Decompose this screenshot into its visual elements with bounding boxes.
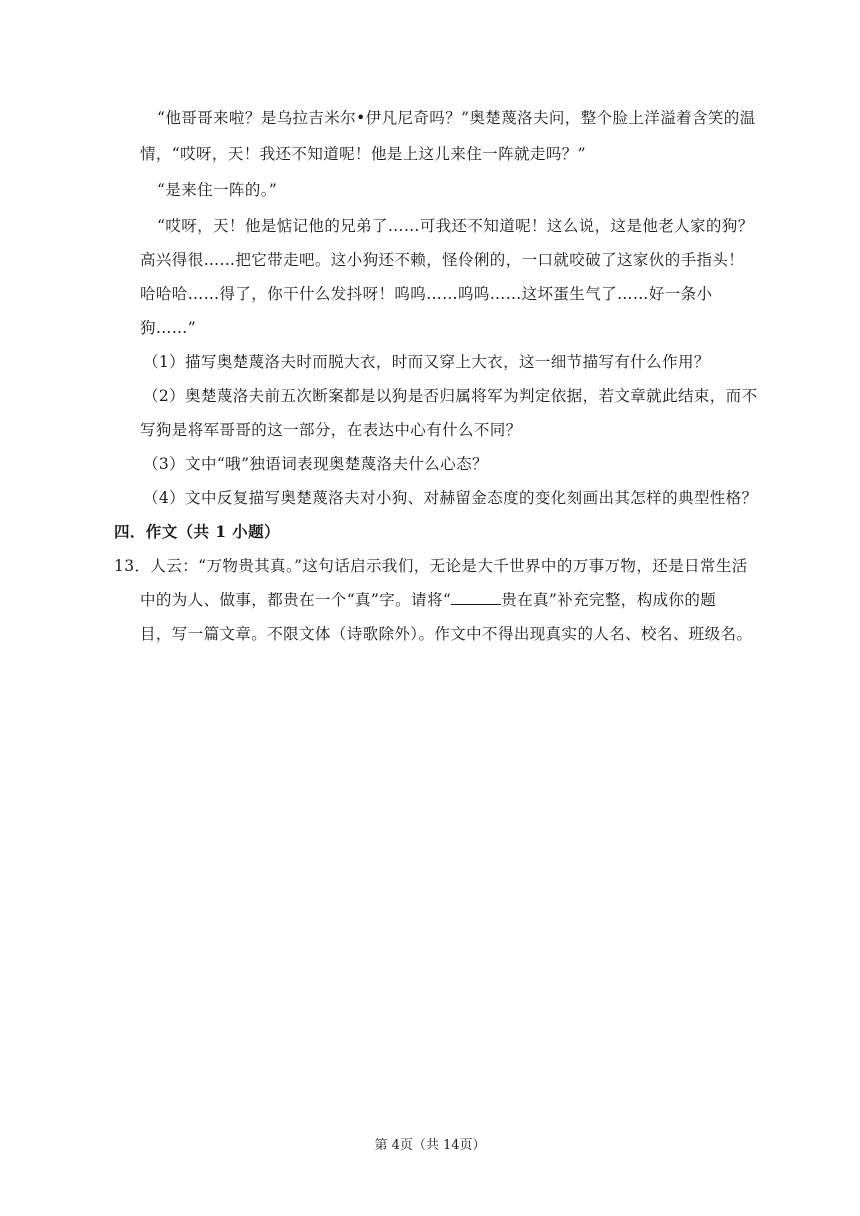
fill-in-blank [451,590,501,605]
essay-prompt-line: 目，写一篇文章。不限文体（诗歌除外）。作文中不得出现真实的人名、校名、班级名。 [140,625,753,643]
question-1: （1）描写奥楚蔑洛夫时而脱大衣，时而又穿上大衣，这一细节描写有什么作用？ [143,353,710,371]
essay-prompt-line [140,590,716,610]
passage-line: 哈哈哈……得了，你干什么发抖呀！呜呜……呜呜……这坏蛋生气了……好一条小 [140,285,713,303]
question-2: （2）奥楚蔑洛夫前五次断案都是以狗是否归属将军为判定依据，若文章就此结束，而不 [143,387,758,405]
essay-prompt-text: 中的为人、做事，都贵在一个“真”字。请将“ [140,591,452,609]
question-3: （3）文中“哦”独语词表现奥楚蔑洛夫什么心态？ [143,455,488,473]
page-footer: 第 4页（共 14页） [374,1138,486,1153]
question-4: （4）文中反复描写奥楚蔑洛夫对小狗、对赫留金态度的变化刻画出其怎样的典型性格？ [143,489,758,507]
passage-line: 狗……” [140,319,197,337]
passage-line: 高兴得很……把它带走吧。这小狗还不赖，怪伶俐的，一口就咬破了这家伙的手指头！ [140,251,745,269]
passage-line: “哎呀，天！他是惦记他的兄弟了……可我还不知道呢！这么说，这是他老人家的狗？ [157,217,754,235]
essay-prompt-text: 贵在真”补充完整，构成你的题 [501,591,717,609]
section-heading: 四．作文（共 1 小题） [114,522,280,541]
passage-line: 情，“哎呀，天！我还不知道呢！他是上这儿来住一阵就走吗？” [140,145,586,163]
essay-prompt-line: 13．人云：“万物贵其真。”这句话启示我们，无论是大千世界中的万事万物，还是日常生活 [114,557,748,575]
passage-line: “是来住一阵的。” [157,181,278,199]
passage-line: “他哥哥来啦？是乌拉吉米尔•伊凡尼奇吗？”奥楚蔑洛夫问，整个脸上洋溢着含笑的温 [157,109,756,127]
question-2-continued: 写狗是将军哥哥的这一部分，在表达中心有什么不同？ [140,421,522,439]
